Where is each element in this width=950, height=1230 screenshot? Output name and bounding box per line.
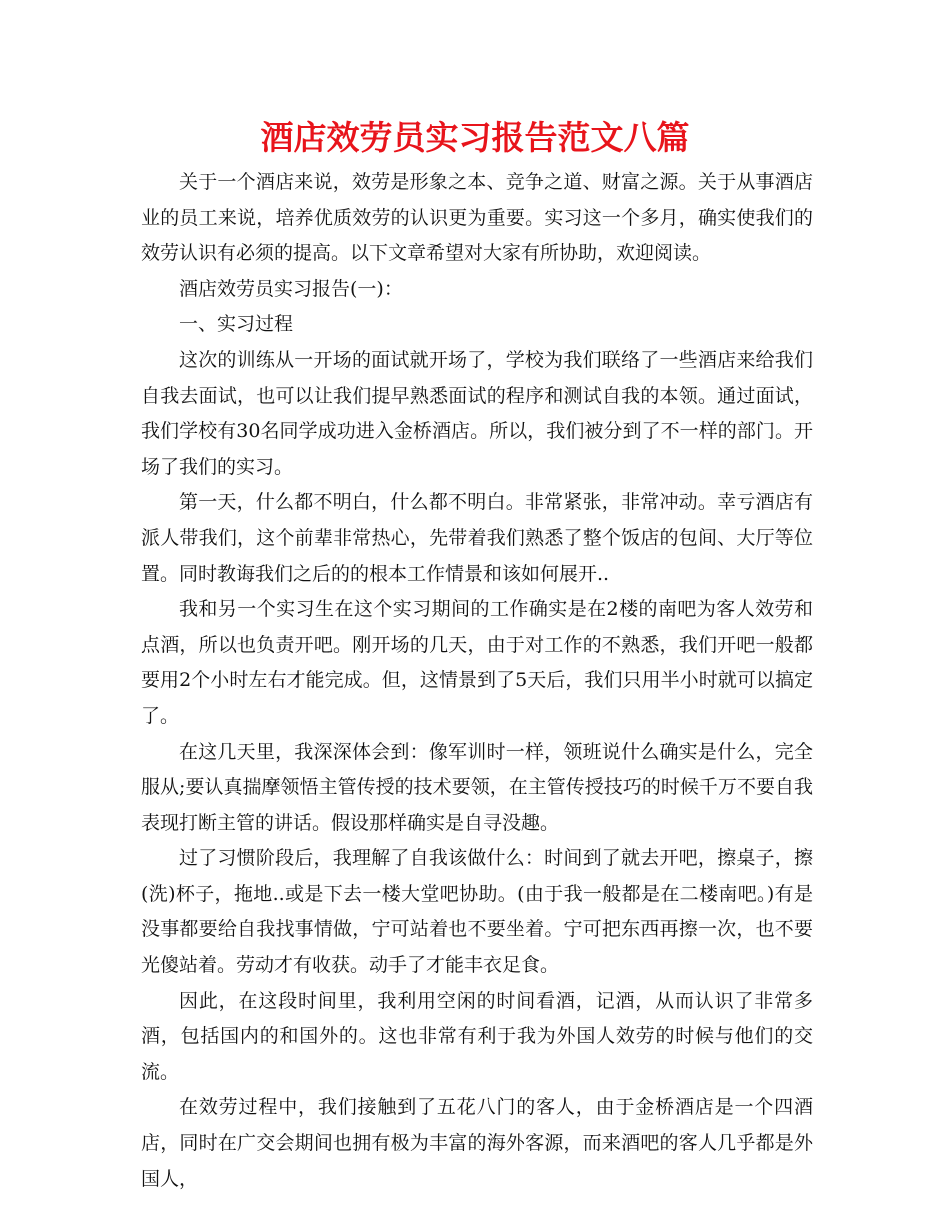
paragraph-report-heading: 酒店效劳员实习报告(一)： bbox=[179, 277, 403, 300]
paragraph-section-heading: 一、实习过程 bbox=[179, 313, 294, 336]
paragraph: 在这几天里，我深深体会到：像军训时一样，领班说什么确实是什么，完全服从;要认真揣摩领悟主管传授的技术要领，在主管传授技巧的时候千万不要自我表现打断主管的讲话。假设那样确实是自寻没趣。 bbox=[141, 740, 813, 834]
paragraph: 在效劳过程中，我们接触到了五花八门的客人，由于金桥酒店是一个四酒店，同时在广交会期间也拥有极为丰富的海外客源，而来酒吧的客人几乎都是外国人， bbox=[141, 1096, 813, 1190]
paragraph: 我和另一个实习生在这个实习期间的工作确实是在2楼的南吧为客人效劳和点酒，所以也负责开吧。刚开场的几天，由于对工作的不熟悉，我们开吧一般都要用2个小时左右才能完成。但，这情景到了5天后，我们只用半小时就可以搞定了。 bbox=[141, 598, 813, 727]
document-title: 酒店效劳员实习报告范文八篇 bbox=[260, 118, 690, 157]
document-body bbox=[141, 165, 813, 1197]
paragraph: 这次的训练从一开场的面试就开场了，学校为我们联络了一些酒店来给我们自我去面试，也可以让我们提早熟悉面试的程序和测试自我的本领。通过面试，我们学校有30名同学成功进入金桥酒店。所以，我们被分到了不一样的部门。开场了我们的实习。 bbox=[141, 348, 813, 478]
paragraph: 因此，在这段时间里，我利用空闲的时间看酒，记酒，从而认识了非常多酒，包括国内的和国外的。这也非常有利于我为外国人效劳的时候与他们的交流。 bbox=[141, 989, 813, 1083]
paragraph: 过了习惯阶段后，我理解了自我该做什么：时间到了就去开吧，擦桌子，擦(洗)杯子，拖地..或是下去一楼大堂吧协助。(由于我一般都是在二楼南吧。)有是没事都要给自我找事情做，宁可站着也不要坐着。宁可把东西再擦一次，也不要光傻站着。劳动才有收获。动手了才能丰衣足食。 bbox=[141, 847, 813, 977]
paragraph-intro: 关于一个酒店来说，效劳是形象之本、竞争之道、财富之源。关于从事酒店业的员工来说，培养优质效劳的认识更为重要。实习这一个多月，确实使我们的效劳认识有必须的提高。以下文章希望对大家有所协助，欢迎阅读。 bbox=[141, 171, 813, 265]
paragraph: 第一天，什么都不明白，什么都不明白。非常紧张，非常冲动。幸亏酒店有派人带我们，这个前辈非常热心，先带着我们熟悉了整个饭店的包间、大厅等位置。同时教诲我们之后的的根本工作情景和该如何展开.. bbox=[141, 491, 813, 585]
